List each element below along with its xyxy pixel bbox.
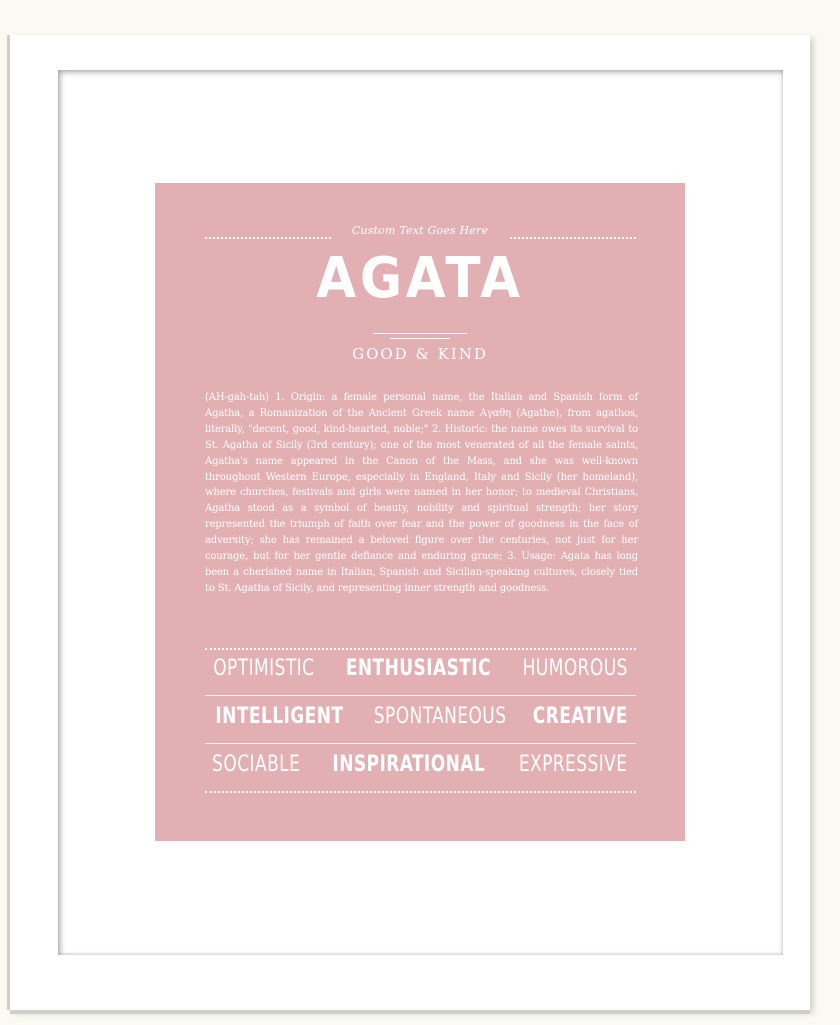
trait-row-3 <box>205 752 636 786</box>
custom-text: Custom Text Goes Here <box>351 224 489 237</box>
trait-word: ENTHUSIASTIC <box>345 656 491 681</box>
trait-word: HUMOROUS <box>522 656 628 681</box>
trait-word: EXPRESSIVE <box>518 752 628 777</box>
trait-separator <box>205 695 636 696</box>
trait-separator <box>205 743 636 744</box>
divider-rule-top <box>373 333 467 334</box>
trait-word: INTELLIGENT <box>215 704 344 729</box>
dotted-rule-right <box>510 237 636 239</box>
trait-row-2 <box>205 704 636 738</box>
trait-word: SPONTANEOUS <box>373 704 506 729</box>
trait-word: INSPIRATIONAL <box>332 752 485 777</box>
divider-rule-bottom <box>390 338 450 339</box>
trait-word: SOCIABLE <box>212 752 301 777</box>
dotted-rule-traits-bottom <box>205 791 636 793</box>
trait-word: OPTIMISTIC <box>213 656 315 681</box>
name-meaning: GOOD & KIND <box>352 345 488 363</box>
name-meaning-print <box>155 183 685 841</box>
dotted-rule-traits-top <box>205 648 636 650</box>
name-title: AGATA <box>316 246 524 311</box>
name-definition: (AH-gah-tah) 1. Origin: a female personal name, the Italian and Spanish form of Agatha, a Romanization of the Ancient Greek name Αγαθη (Agathe), from agathos, literally, "decent, good, kind-hearted, noble;" 2. Historic: the name owes its survival to St. Agatha of Sicily (3rd century); one of the most venerated of all the female saints, Agatha's name appeared in the Canon of the Mass, and she was well-known throughout Western Europe, especially in England, Italy and Sicily (her homeland), where churches, festivals and girls were named in her honor; to medieval Christians, Agatha stood as a symbol of beauty, nobility and spiritual strength; her story represented the triumph of faith over fear and the power of goodness in the face of adversity; she has remained a beloved figure over the centuries, not just for her courage, but for her gentle defiance and enduring grace; 3. Usage: Agata has long been a cherished name in Italian, Spanish and Sicilian-speaking cultures, closely tied to St. Agatha of Sicily, and representing inner strength and goodness. <box>205 392 638 594</box>
trait-word: CREATIVE <box>533 704 629 729</box>
trait-row-1 <box>205 656 636 690</box>
dotted-rule-left <box>205 237 331 239</box>
